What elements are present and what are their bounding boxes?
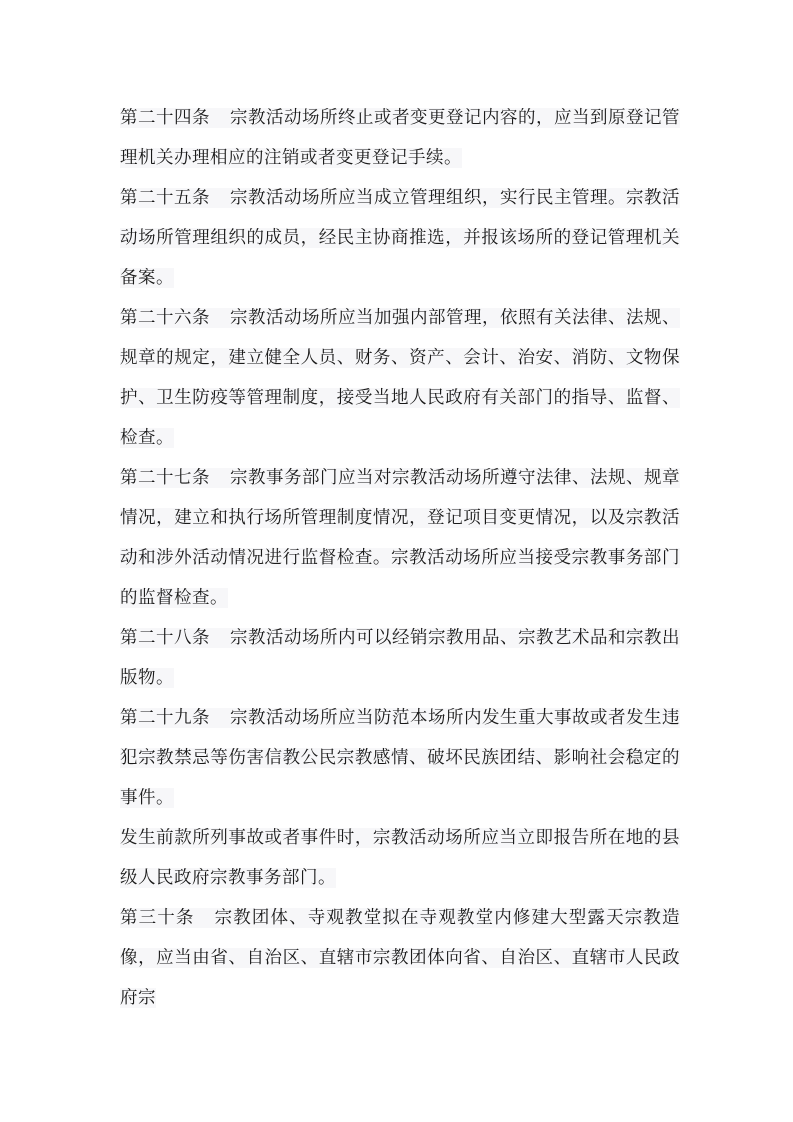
article-28 xyxy=(120,618,680,698)
article-text: 宗教活动场所应当成立管理组织，实行民主管理。宗教活动场所管理组织的成员，经民主协商推选，并报该场所的登记管理机关备案。 xyxy=(120,188,680,288)
article-24 xyxy=(120,98,680,178)
document-body xyxy=(120,98,680,1018)
article-number: 第二十六条 xyxy=(120,308,210,328)
article-text: 宗教活动场所应当防范本场所内发生重大事故或者发生违犯宗教禁忌等伤害信教公民宗教感情、破坏民族团结、影响社会稳定的事件。 xyxy=(120,708,680,808)
article-29-paragraph-2 xyxy=(120,818,680,898)
article-25 xyxy=(120,178,680,298)
article-number: 第二十七条 xyxy=(120,468,210,488)
article-number: 第二十五条 xyxy=(120,188,210,208)
article-number: 第二十八条 xyxy=(120,628,210,648)
article-text: 宗教团体、寺观教堂拟在寺观教堂内修建大型露天宗教造像，应当由省、自治区、直辖市宗教团体向省、自治区、直辖市人民政府宗 xyxy=(120,908,681,1008)
article-text: 宗教活动场所应当加强内部管理，依照有关法律、法规、规章的规定，建立健全人员、财务、资产、会计、治安、消防、文物保护、卫生防疫等管理制度，接受当地人民政府有关部门的指导、监督、检查。 xyxy=(120,308,680,448)
article-27 xyxy=(120,458,680,618)
article-text: 宗教活动场所内可以经销宗教用品、宗教艺术品和宗教出版物。 xyxy=(120,628,680,688)
article-text: 宗教事务部门应当对宗教活动场所遵守法律、法规、规章情况，建立和执行场所管理制度情况，登记项目变更情况，以及宗教活动和涉外活动情况进行监督检查。宗教活动场所应当接受宗教事务部门的监督检查。 xyxy=(120,468,680,608)
article-text: 发生前款所列事故或者事件时，宗教活动场所应当立即报告所在地的县级人民政府宗教事务部门。 xyxy=(120,828,680,888)
article-number: 第三十条 xyxy=(120,908,195,928)
article-30 xyxy=(120,898,680,1018)
article-29 xyxy=(120,698,680,818)
article-26 xyxy=(120,298,680,458)
article-number: 第二十九条 xyxy=(120,708,210,728)
article-text: 宗教活动场所终止或者变更登记内容的，应当到原登记管理机关办理相应的注销或者变更登记手续。 xyxy=(120,108,680,168)
article-number: 第二十四条 xyxy=(120,108,210,128)
